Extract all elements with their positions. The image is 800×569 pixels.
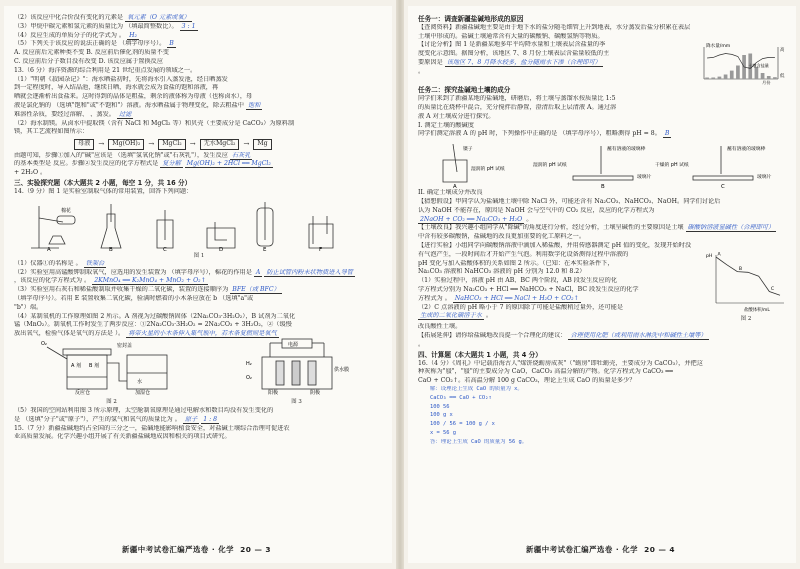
chart-xlabel: 盐酸体积/mL [744,307,770,313]
answer: A [255,268,261,276]
solution-line: 100 / 56 = 100 g / x [430,421,495,428]
answer: 生成的二氧化碳溶于水 [420,312,482,320]
fig1-label: B [109,246,113,252]
task2-text: 认为 NaOH 不能存在，原因是 NaOH 会与空气中的 CO₂ 反应，反应的化学方程式为 [418,206,655,214]
figure-2 [37,337,187,406]
fig2-label: O₂ [40,341,47,348]
q14-text: （3）实验室用石灰石和稀盐酸制取并收集干燥的二氧化碳，装置的连接顺序为 [14,286,229,294]
task1-text: 要原因是 [418,58,445,66]
rainfall-bar [773,78,777,80]
answer: 复分解 [162,160,181,168]
task2-text: pH 变化与加入盐酸体积的关系如图 2 所示。（已知：在本实验条件下， [418,259,614,267]
answer: 氧元素（O 元素或氧） [127,14,190,21]
q12-text-5: （5）下列关于该反应的说法正确的是 （填字母序号）。 [14,40,166,48]
task2-text: I. 测定土壤的酸碱度 [418,121,474,129]
rainfall-salinity-chart [692,41,788,85]
q12-line-3 [14,23,384,32]
q13-blank-line [14,152,384,161]
fig2-label: 水 [136,379,142,386]
fig1-label: A [47,246,51,252]
electrolysis-diagram [232,337,362,395]
task1-text: 【查阅资料】新疆盐碱地主要是由于地下水的盐分随毛细管上升到地表，水分蒸发后盐分积累在表层 [418,23,691,31]
q13-text: （1）"明朝《菽园杂记》"：海水晒盐初时，先将海水引入蒸发池，经日晒蒸发 [14,75,228,83]
q14-blank-line [14,260,384,269]
lab-apparatus-figure [19,200,379,252]
answer: 将带火星的小木条伸入集气瓶中，若木条复燃则是氧气 [128,330,277,338]
ph-test-figures [418,140,788,188]
task2-text: 改良酸性土壤。 [418,323,462,331]
task2-blank-line [418,224,788,233]
figure-1 [14,198,384,252]
q13-text: 的基本类型是 反应。步骤②发生反应的化学方程式是 [14,160,161,168]
flow-step: 无水MgCl₂ [200,139,240,149]
q13-text: 液是氯化钠的 （选填"饱和"或"不饱和"）溶液。海水晒盐属于物理变化，除去粗盐中 [14,101,244,109]
q13-text: 由题可知，步骤①加入的"碱"应该是 （选填"氢氧化钠"或"石灰乳"），发生反应 [14,151,228,159]
task1-text: 度变化示意图。据图分析，该地区 7、8 月份土壤表层含盐量较低的主 [418,50,610,58]
task2-text: 【土壤改良】我兴趣小组同学从"除碱"的角度进行分析，经过分析，土壤呈碱性的主要原因是土壤 [418,224,684,232]
answer: 1 : 8 [203,415,218,423]
fig1-label: C [163,246,167,252]
answer: 过滤 [118,110,132,118]
section-heading: 三、实验探究题（本大题共 2 小题，每空 1 分，共 16 分） [14,178,192,187]
fig2-label: A 剂 [70,363,81,370]
experiment-text-block [418,251,704,324]
task2-text: 【进行实验】小组同学向碳酸钠溶液中滴加入稀盐酸，并用传感器测定 pH 值的变化，发现开始时没 [418,241,692,249]
q13-text: 到一定程度时，导入结晶池，继续日晒，海水就会成为食盐的饱和溶液，再 [14,84,219,92]
answer: 2KMnO₄ ══ K₂MnO₄ + MnO₂ + O₂↑ [94,277,206,285]
fig3-label: 阳极 [267,390,278,396]
answer: 防止试管内粉末状物质进入导管 [266,268,353,276]
footer-title: 新疆中考试卷汇编严选卷 · 化学 [526,545,639,555]
page-footer: 新疆中考试卷汇编严选卷 · 化学 20 — 3 [4,545,392,555]
chart-label: 高 [780,48,785,54]
arrow-icon: → [243,139,250,148]
task2-text: 有气泡产生，一段时间后才开始产生气泡。利用数字化设备测得过程中溶液的 [418,250,629,258]
oxygen-generator-diagram [37,337,187,395]
q12-text-4: （4）反应生成的单质分子的化学式为 。 [14,31,126,39]
q13-title: 13.（6 分）海洋资源的综合利用是 21 世纪重点发展的领域之一。 [14,66,197,74]
solution-line: CaCO₃ ══ CaO + CO₂↑ [430,394,492,401]
fig1-label: E [263,246,267,252]
chart-xlabel: 月份 [762,80,771,86]
experiment-with-chart [418,251,788,324]
rainfall-bar [724,75,728,80]
q14-text: 放出氧气，检验气体是氧气的方法是 ）。 [14,330,125,338]
q14-text: 是 （选填"分子"或"原子"），产生的氢气和氧气的质量比为 。 [14,415,181,423]
chart-label: 低 [780,74,785,80]
task2-text: 。 [524,215,533,223]
q14-text: "b"）端。 [14,303,43,311]
option-line: C. 反应前后分子数目没有改变 D. 该反应属于置换反应 [14,57,164,65]
task2-text: （1）实验过程中，溶液 pH 由 AB、BC 两个阶段，AB 段发生反应的化 [418,277,618,285]
ph-label: 蘸有溶液的玻璃棒 [607,147,646,153]
q16-text: 16.（4 分）《周礼》中记载沿海古人"煤饼烧蛎房成灰"（"蛎房"即牡蛎壳，主要成分为 CaCO₃），并把这 [418,359,703,367]
answer: Mg(OH)₂ + 2HCl ══ MgCl₂ [186,160,271,168]
task2-text: 【拓展延伸】请你给盐碱地改良提一个合理化的建议： [418,332,567,340]
q13-text: （2）海水制镁。从卤水中提取镁（含有 NaCl 和 MgCl₂ 等）和贝壳（主要成分是 CaCO₃）为原料制 [14,119,295,127]
rainfall-bar [736,66,740,80]
answer: H₂ [129,31,137,39]
q14-text: （填字母序号）。若用 E 装置收集二氧化碳，验满时燃着的小木条应放在 b （选填"a"或 [14,294,254,302]
flow-step: Mg(OH)₂ [108,139,144,149]
task2-text: 学方程式分别为 Na₂CO₃ + HCl ══ NaHCO₃ + NaCl，BC 段发生反应的化学 [418,285,639,293]
fig3-label: H₂ [245,361,252,368]
q13-blank-line [14,111,384,120]
ph-point-label: B [738,266,742,272]
ph-label: 蘸有溶液的玻璃棒 [727,147,766,153]
process-flow [74,139,384,149]
q14-blank-line [14,416,384,425]
task2-text: 同学们来到了新疆某地的盐碱地，研磨后，将土壤与蒸馏水按质量比 1:5 [418,95,616,103]
ph-titration-chart [704,251,788,313]
ph-point-label: A [717,252,721,258]
task1-blank-line [418,59,692,68]
solution-line: 100 56 [430,403,450,410]
flow-step: Mg [253,139,271,149]
answer: NaHCO₃ + HCl ══ NaCl + H₂O + CO₂↑ [454,294,579,302]
q13-text: + 2H₂O 。 [14,169,47,177]
q15-title: 15.（7 分）新疆盐碱地约占全国的三分之一，盐碱地能影响植食安全，对盐碱土壤综合治理可促进农 [14,424,290,432]
ph-label: 玻璃片 [757,175,772,181]
answer: 石灰乳 [231,151,251,159]
task2-blank-line [418,216,788,225]
q14-text: （4）某制氧机的工作原理如图 2 所示。A 剂视为过碳酸钠固体（2Na₂CO₃·3H₂O₂），B 试剂为二氧化 [14,312,296,320]
q14-blank-line [14,277,384,286]
answer: 2NaOH + CO₂ ══ Na₂CO₃ + H₂O [420,215,523,223]
chart-ylabel: pH [706,253,713,259]
task-heading: 任务二：探究盐碱地土壤的成分 [418,86,511,95]
task2-subheading: II. 确定土壤成分并改良 [418,189,483,197]
q14-blank-line [14,286,384,295]
left-page [4,6,392,563]
task2-text: 【猜想假设】甲同学认为盐碱地土壤中除 NaCl 外，可能还含有 Na₂CO₃、NaHCO₃、NaOH。同学们讨论后 [418,197,721,205]
task2-text: 方程式为 。 [418,294,451,302]
task2-text: 。 [418,341,425,348]
flow-step: 母液 [74,139,94,149]
chart-title: 降水量/mm [706,44,731,50]
task2-text: Na₂CO₃ 溶液和 NaHCO₃ 溶液的 pH 分别为 12.0 和 8.2） [418,268,586,276]
task2-blank-line [418,332,788,341]
q13-text: 镁，其工艺流程如图所示： [14,128,89,136]
rainfall-bar [761,73,765,79]
section-heading: 四、计算题（本大题共 1 小题，共 4 分） [418,350,542,359]
ph-label: 湿润的 pH 试纸 [533,163,567,169]
ph-label: 玻璃片 [637,175,652,181]
q15-text: 业高质量发展。化学兴趣小组开展了有关新疆盐碱地成因和相关的项目式研究。 [14,433,231,441]
ph-label: 湿润的 pH 试纸 [471,167,505,173]
rainfall-bar [755,67,759,79]
figure-caption: 图 2 [106,398,117,405]
ph-chart-wrap [704,251,788,324]
solution-block [430,386,788,448]
q16-text: 种灰称为"蜃"，"蜃"的主要成分为 CaO，CaCO₃ 高温分解的产物。化学方程式为 CaCO₃ ══ [418,368,673,376]
q14-blank-line [14,269,384,278]
task2-blank-line [418,130,788,139]
answer: 铁架台 [85,259,105,267]
rainfall-bar [767,76,771,79]
ph-test-diagram [423,142,783,188]
q13-blank-line [14,160,384,169]
page-footer: 新疆中考试卷汇编严选卷 · 化学 20 — 4 [408,545,796,555]
q12-line-4 [14,32,384,41]
right-page [408,6,796,563]
ph-label: 镊子 [463,147,473,153]
option-letter: B [601,184,605,189]
answer: B [169,40,174,48]
fig2-label: B 剂 [88,363,99,370]
arrow-icon: → [189,139,196,148]
fig2-label: 加湿仓 [134,390,150,396]
figure-caption: 图 2 [740,316,752,323]
task2-text: 液 A 对土壤成分进行探究。 [418,112,495,120]
page-gutter [396,0,404,569]
solution-line: x = 56 g [430,429,456,436]
ph-label: 干燥的 pH 试纸 [655,163,689,169]
q12-line-5 [14,40,384,49]
footer-number: 20 [240,545,252,555]
task1-with-chart [418,41,788,85]
task1-text: 土壤中形成的。盐碱土壤通常含有大量的碳酸钠、碳酸氢钠等物质。 [418,32,604,40]
solution-line: 答：理论上生成 CaO 的质量为 56 g。 [430,438,528,445]
fig1-label: F [319,246,323,252]
task1-text: 。 [418,67,425,75]
page-number: 3 [265,545,271,555]
option-line: A. 反应前后元素种类不变 B. 反应前后催化剂的质量不变 [14,49,169,57]
q14-text: ，该反应的化学方程式为 。 [14,277,91,285]
option-letter: A [453,184,457,189]
fig1-label: D [219,246,224,252]
flow-step: MgCl₂ [158,139,186,149]
task1-text-block [418,41,692,85]
q14-title: 14.（9 分）图 1 是实验室制取气体的常用装置，回答下列问题： [14,187,193,195]
fig3-label: 电源 [287,342,298,349]
q13-blank-line [14,102,384,111]
task2-text: 同学们测定溶液 A 的 pH 时，下列操作中正确的是 （填字母序号），粗略测得 pH = 8。 [418,130,661,138]
fig3-label: 阴极 [309,390,320,396]
answer: BFE（或 BFC） [232,286,280,294]
fig1-label: 棉花 [61,207,72,214]
task1-text: 【讨论分析】图 1 是新疆某地多年平均降水量和土壤表层含盐量的季 [418,41,606,49]
rainfall-bar [711,78,715,80]
task2-blank-line [418,312,704,321]
figure-caption: 图 3 [291,398,302,405]
q12-text-3: （3）甲烷中碳元素和氢元素的质量比为 （填最简整数比）。 [14,22,178,30]
task2-text: 。 [483,312,493,320]
solution-line: 解：设理论上生成 CaO 的质量为 x。 [430,385,523,392]
figure-caption: 图 1 [193,252,205,259]
task2-text: （2）C 点溶液的 pH 略小于 7 的原因除了可能是盐酸稍过量外，还可能是 [418,303,624,311]
answer: 饱和 [247,101,261,109]
q14-text: 锰（MnO₂）。制氧机工作时发生了两步反应：①2Na₂CO₃·3H₂O₂ = 2Na₂CO₃ + 3H₂O₂，②（缓慢 [14,321,292,329]
fig3-label: 供水膜 [333,367,349,374]
q16-text: CaO + CO₂↑。若高温分解 100 g CaCO₃，理论上生成 CaO 的质量是多少？ [418,377,636,385]
solution-line: 100 g x [430,412,453,419]
answer: B [664,130,670,138]
fig2-label: 反应仓 [74,390,90,396]
footer-title: 新疆中考试卷汇编严选卷 · 化学 [122,545,235,555]
fig2-label: 密封盖 [116,343,132,350]
answer: 3 : 1 [181,22,196,30]
arrow-icon: → [148,139,155,148]
task2-text: 的质量比在烧杯中混合，充分搅拌后静置，澄清后取上层清液 A。通过溶 [418,103,617,111]
page-number: 4 [669,545,675,555]
q13-text: 难溶性杂质，要经过溶解、 、蒸发。 [14,110,115,118]
task2-blank-line [418,295,704,304]
q13-text: 晒就会逐渐析出食盐来。这时得到的晶体是粗盐，剩余的液体称为母液（也称卤水），母 [14,93,253,101]
task-heading: 任务一：调查新疆盐碱地形成的原因 [418,15,524,23]
option-letter: C [721,184,725,189]
rainfall-bar [718,77,722,79]
q14-text: （2）实验室用高锰酸钾制取氧气，应选用的发生装置为 （填字母序号），棉花的作用是 [14,268,252,276]
answer: 该地区 7、8 月降水较多，盐分随雨水下渗（合理即可） [446,58,601,66]
task2-text: 中含有较多碳酸钠，盐碱地的改良更加重要的化工原料之一。 [418,233,586,241]
figure-3 [232,337,362,406]
chart-legend: 土壤含盐量 [748,63,769,69]
q14-text: （1）仪器①的名称是 。 [14,259,82,267]
footer-number: 20 [644,545,656,555]
rainfall-bar [730,71,734,79]
rainfall-bar [705,78,709,80]
q12-text-2: （2）该反应中化合价没有变化的元素是 [14,14,126,21]
answer: 合理使用化肥（或利用雨水淋洗中和碱性土壤等） [570,332,707,340]
arrow-icon: → [98,139,105,148]
q12-line-2 [14,14,384,23]
answer: 碳酸钠溶液显碱性（合理即可） [687,224,775,232]
ph-point-label: C [770,286,775,292]
answer: 原子 [184,415,198,423]
fig3-label: O₂ [245,375,252,382]
q14-text: （5）我国的空间站利用图 3 所示原理，太空舱制氧原理是通过电解水和数目均没有发生变化的 [14,406,274,414]
figure-2-3 [14,340,384,406]
